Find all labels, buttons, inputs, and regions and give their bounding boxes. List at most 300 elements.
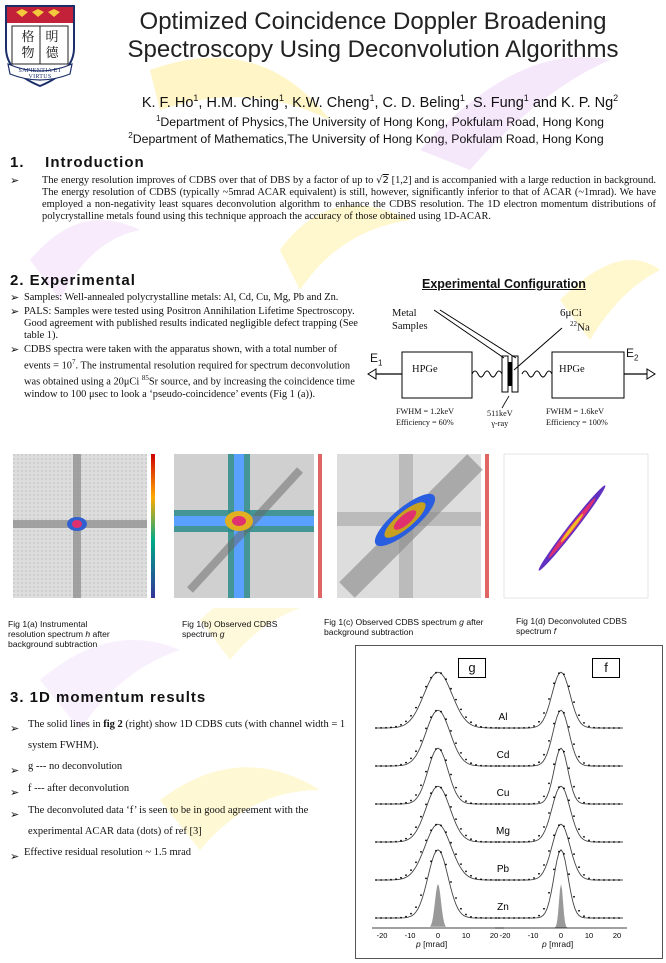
acar-data-point (593, 879, 595, 881)
acar-data-point (523, 803, 525, 805)
acar-data-point (528, 879, 530, 881)
author: K.W. Cheng$^1$ (292, 93, 375, 111)
acar-data-point (445, 794, 447, 796)
acar-data-point (460, 709, 462, 711)
acar-data-point (528, 803, 530, 805)
acar-data-point (613, 917, 615, 919)
acar-data-point (410, 869, 412, 871)
acar-data-point (470, 721, 472, 723)
results-bullets (10, 714, 346, 864)
acar-data-point (543, 864, 545, 866)
acar-data-point (498, 803, 500, 805)
metal-label: Zn (497, 902, 509, 913)
acar-data-point (618, 879, 620, 881)
acar-data-point (578, 714, 580, 716)
acar-data-point (548, 892, 550, 894)
acar-data-point (455, 699, 457, 701)
acar-data-point (503, 727, 505, 729)
acar-data-point (603, 841, 605, 843)
acar-data-point (450, 688, 452, 690)
gamma-ray-label: 511keV γ-ray (487, 409, 513, 428)
bullet-arrow-icon: ➢ (10, 786, 20, 799)
acar-data-point (470, 916, 472, 918)
metal-label: Cd (496, 750, 510, 761)
acar-data-point (400, 803, 402, 805)
acar-data-point (425, 686, 427, 688)
acar-data-point (460, 796, 462, 798)
acar-data-point (518, 803, 520, 805)
acar-data-point (460, 752, 462, 754)
fig1a-instrumental-spectrum (5, 450, 163, 608)
acar-data-point (480, 917, 482, 919)
acar-data-point (573, 853, 575, 855)
acar-data-point (465, 835, 467, 837)
acar-data-point (435, 786, 437, 788)
acar-data-point (593, 727, 595, 729)
experimental-configuration-diagram (362, 276, 662, 438)
acar-data-point (503, 765, 505, 767)
acar-data-point (588, 878, 590, 880)
acar-data-point (375, 917, 377, 919)
fig1b-observed-spectrum (170, 450, 328, 608)
bullet-arrow-icon: ➢ (10, 291, 20, 304)
e1-label: $E_1$ (370, 351, 383, 368)
sqrt-symbol: √2 (376, 175, 389, 186)
acar-data-point (375, 803, 377, 805)
config-title: Experimental Configuration (422, 277, 586, 291)
acar-data-point (538, 915, 540, 917)
acar-data-point (573, 815, 575, 817)
fig2-panel-g-label: g (458, 658, 486, 678)
acar-data-point (400, 840, 402, 842)
acar-data-point (390, 879, 392, 881)
acar-data-point (375, 879, 377, 881)
acar-data-point (553, 869, 555, 871)
acar-data-point (563, 826, 565, 828)
acar-data-point (420, 816, 422, 818)
acar-data-point (538, 835, 540, 837)
acar-data-point (603, 879, 605, 881)
acar-data-point (608, 917, 610, 919)
acar-data-point (583, 802, 585, 804)
fig2-momentum-profiles (355, 645, 663, 959)
acar-data-point (465, 914, 467, 916)
acar-data-point (598, 803, 600, 805)
author: K. P. Ng$^2$ (561, 93, 619, 111)
acar-data-point (470, 875, 472, 877)
author: C. D. Beling$^1$ (382, 93, 465, 111)
acar-data-point (455, 853, 457, 855)
acar-data-point (518, 727, 520, 729)
results-bullet-3: f --- after deconvolution (28, 783, 130, 794)
momentum-curve (496, 786, 623, 842)
acar-data-point (480, 803, 482, 805)
acar-data-point (415, 750, 417, 752)
acar-data-point (583, 915, 585, 917)
acar-data-point (618, 917, 620, 919)
acar-data-point (485, 803, 487, 805)
acar-data-point (495, 765, 497, 767)
acar-data-point (485, 841, 487, 843)
acar-data-point (410, 913, 412, 915)
acar-data-point (405, 802, 407, 804)
momentum-curve (376, 710, 500, 766)
acar-data-point (568, 799, 570, 801)
x-tick-label: -10 (527, 931, 539, 940)
acar-data-point (583, 874, 585, 876)
x-tick-label: 10 (584, 931, 594, 940)
author: H.M. Ching$^1$ (206, 93, 285, 111)
acar-data-point (598, 727, 600, 729)
acar-data-point (583, 836, 585, 838)
acar-data-point (563, 712, 565, 714)
x-tick-label: 0 (435, 931, 441, 940)
acar-data-point (405, 874, 407, 876)
acar-data-point (583, 722, 585, 724)
acar-data-point (593, 765, 595, 767)
acar-data-point (420, 740, 422, 742)
detector-2-label: HPGe (559, 364, 585, 375)
acar-data-point (475, 803, 477, 805)
acar-data-point (613, 841, 615, 843)
acar-data-point (528, 765, 530, 767)
acar-data-point (445, 759, 447, 761)
experimental-bullet-2: PALS: Samples were tested using Positron Annihilation Lifetime Spectroscopy. Good agreement with published results indicated negligible defect trapping (See table 1). (24, 306, 358, 341)
acar-data-point (598, 765, 600, 767)
acar-data-point (498, 917, 500, 919)
acar-data-point (598, 879, 600, 881)
acar-data-point (538, 801, 540, 803)
acar-data-point (425, 878, 427, 880)
acar-data-point (480, 878, 482, 880)
acar-data-point (390, 803, 392, 805)
acar-data-point (375, 765, 377, 767)
acar-data-point (415, 707, 417, 709)
fig2-panel-f-label: f (592, 658, 620, 678)
bullet-arrow-icon: ➢ (10, 808, 20, 821)
acar-data-point (618, 803, 620, 805)
crest-char: 物 (21, 46, 35, 61)
acar-data-point (553, 763, 555, 765)
acar-data-point (380, 879, 382, 881)
acar-data-point (608, 879, 610, 881)
acar-data-point (563, 788, 565, 790)
acar-data-point (415, 861, 417, 863)
acar-data-point (475, 724, 477, 726)
acar-data-point (385, 841, 387, 843)
acar-data-point (588, 803, 590, 805)
acar-data-point (375, 841, 377, 843)
acar-data-point (400, 764, 402, 766)
x-tick-label: 10 (461, 931, 471, 940)
crest-char: 格 (21, 30, 35, 45)
acar-data-point (538, 721, 540, 723)
crest-char: 明 (45, 30, 59, 45)
acar-data-point (380, 727, 382, 729)
acar-data-point (618, 765, 620, 767)
crest-motto: SAPIENTIA ET VIRTUS (18, 68, 62, 80)
author-list: K. F. Ho$^1$, H.M. Ching$^1$, K.W. Cheng$^1$, C. D. Beling$^1$, S. Fung$^1$ and K. P. Ng$^2$ (141, 93, 619, 111)
acar-data-point (543, 712, 545, 714)
x-tick-label: -20 (376, 931, 388, 940)
experimental-bullet-3: CDBS spectra were taken with the apparatus shown, with a total number of events = $10^7$. The instrumental resolution required for spectrum deconvolution was obtained using a 20μCi $^{85}$Sr source, and by increasing the coincidence time window to 100 μsec to look a ‘pseudo-coincidence’ events (Fig 1 (a)). (24, 344, 355, 400)
experimental-bullets (10, 292, 366, 401)
acar-data-point (553, 834, 555, 836)
acar-data-point (543, 908, 545, 910)
acar-data-point (603, 727, 605, 729)
acar-data-point (385, 917, 387, 919)
acar-data-point (440, 787, 442, 789)
acar-data-point (518, 765, 520, 767)
acar-data-point (608, 765, 610, 767)
acar-data-point (533, 917, 535, 919)
acar-data-point (435, 850, 437, 852)
acar-data-point (490, 727, 492, 729)
acar-data-point (548, 850, 550, 852)
acar-data-point (513, 917, 515, 919)
university-crest-logo (2, 2, 78, 90)
acar-data-point (508, 765, 510, 767)
acar-data-point (380, 803, 382, 805)
acar-data-point (598, 917, 600, 919)
acar-data-point (578, 910, 580, 912)
acar-data-point (430, 860, 432, 862)
acar-data-point (430, 757, 432, 759)
acar-data-point (405, 838, 407, 840)
acar-data-point (465, 759, 467, 761)
acar-data-point (475, 917, 477, 919)
bullet-arrow-icon: ➢ (10, 343, 20, 356)
acar-data-point (558, 786, 560, 788)
detector-1-specs: FWHM = 1.2keV Efficiency = 60% (396, 407, 455, 427)
acar-data-point (485, 879, 487, 881)
results-bullet-4: The deconvoluted data ‘f’ is seen to be in good agreement with the experimental ACAR data (dots) of ref [3] (28, 805, 309, 837)
acar-data-point (380, 917, 382, 919)
acar-data-point (548, 740, 550, 742)
acar-data-point (503, 917, 505, 919)
acar-data-point (385, 879, 387, 881)
results-bullet-1: The solid lines in fig 2 (right) show 1D CDBS cuts (with channel width = 1 system FWHM). (28, 719, 346, 751)
acar-data-point (405, 721, 407, 723)
x-tick-label: 20 (612, 931, 622, 940)
acar-data-point (503, 841, 505, 843)
acar-data-point (460, 828, 462, 830)
bullet-arrow-icon: ➢ (10, 174, 20, 187)
momentum-curve (496, 748, 623, 804)
acar-data-point (508, 727, 510, 729)
metal-label: Cu (496, 788, 510, 799)
results-bullet-5: Effective residual resolution ~ 1.5 mrad (24, 847, 192, 858)
acar-data-point (553, 682, 555, 684)
source-isotope-label: $^{22}$Na (570, 320, 590, 334)
acar-data-point (430, 792, 432, 794)
momentum-curve (376, 672, 500, 728)
acar-data-point (460, 863, 462, 865)
acar-data-point (475, 764, 477, 766)
metal-samples-label: Metal Samples (392, 308, 428, 332)
intro-heading: 1. Introduction (10, 154, 145, 171)
acar-data-point (445, 718, 447, 720)
acar-data-point (445, 678, 447, 680)
acar-data-point (485, 917, 487, 919)
acar-data-point (563, 853, 565, 855)
acar-data-point (480, 765, 482, 767)
acar-data-point (528, 841, 530, 843)
acar-data-point (573, 786, 575, 788)
acar-data-point (513, 765, 515, 767)
acar-data-point (485, 727, 487, 729)
acar-data-point (563, 751, 565, 753)
acar-data-point (513, 803, 515, 805)
acar-data-point (410, 800, 412, 802)
acar-data-point (385, 803, 387, 805)
acar-data-point (588, 726, 590, 728)
acar-data-point (603, 765, 605, 767)
fig1c-background-subtracted-spectrum (333, 450, 493, 608)
acar-data-point (608, 841, 610, 843)
acar-data-point (558, 824, 560, 826)
acar-data-point (385, 727, 387, 729)
acar-data-point (495, 841, 497, 843)
acar-data-point (548, 783, 550, 785)
acar-data-point (400, 917, 402, 919)
x-tick-label: -20 (499, 931, 511, 940)
acar-data-point (523, 765, 525, 767)
fig2-xlabel-f: p [mrad] (542, 939, 574, 949)
acar-data-point (613, 803, 615, 805)
acar-data-point (523, 727, 525, 729)
acar-data-point (435, 672, 437, 674)
source-activity-label: 6μCi (560, 307, 582, 319)
acar-data-point (480, 726, 482, 728)
acar-data-point (613, 879, 615, 881)
acar-data-point (608, 727, 610, 729)
title-line-2: Spectroscopy Using Deconvolution Algorithms (127, 36, 619, 63)
acar-data-point (390, 917, 392, 919)
acar-data-point (503, 803, 505, 805)
acar-data-point (430, 716, 432, 718)
acar-data-point (553, 723, 555, 725)
acar-data-point (523, 841, 525, 843)
momentum-curve (376, 824, 500, 880)
acar-data-point (498, 727, 500, 729)
acar-data-point (593, 917, 595, 919)
acar-data-point (578, 756, 580, 758)
acar-data-point (508, 879, 510, 881)
acar-data-point (450, 842, 452, 844)
momentum-curve (376, 748, 500, 804)
acar-data-point (558, 672, 560, 674)
acar-data-point (440, 851, 442, 853)
acar-data-point (618, 841, 620, 843)
acar-data-point (440, 711, 442, 713)
acar-data-point (420, 894, 422, 896)
acar-data-point (523, 879, 525, 881)
acar-data-point (425, 840, 427, 842)
acar-data-point (578, 828, 580, 830)
acar-data-point (395, 726, 397, 728)
momentum-curve (496, 824, 623, 880)
acar-data-point (613, 727, 615, 729)
acar-data-point (425, 804, 427, 806)
acar-data-point (495, 727, 497, 729)
acar-data-point (490, 879, 492, 881)
acar-data-point (440, 672, 442, 674)
acar-data-point (613, 765, 615, 767)
acar-data-point (470, 802, 472, 804)
fig1b-caption: Fig 1(b) Observed CDBS spectrum g (182, 619, 278, 639)
acar-data-point (390, 841, 392, 843)
acar-data-point (568, 837, 570, 839)
acar-data-point (528, 727, 530, 729)
acar-data-point (455, 818, 457, 820)
x-tick-label: -10 (404, 931, 416, 940)
acar-data-point (518, 879, 520, 881)
acar-data-point (380, 841, 382, 843)
fig1c-caption: Fig 1(c) Observed CDBS spectrum g after background subtraction (324, 617, 484, 637)
resolution-peak (553, 884, 569, 928)
acar-data-point (518, 917, 520, 919)
acar-data-point (543, 796, 545, 798)
acar-data-point (465, 716, 467, 718)
acar-data-point (455, 897, 457, 899)
acar-data-point (410, 834, 412, 836)
acar-data-point (563, 674, 565, 676)
acar-data-point (533, 725, 535, 727)
acar-data-point (548, 698, 550, 700)
detector-1-label: HPGe (412, 364, 438, 375)
acar-data-point (435, 748, 437, 750)
affiliation-2: $^2$Department of Mathematics,The University of Hong Kong, Pokfulam Road, Hong Kong (128, 131, 604, 147)
acar-data-point (420, 851, 422, 853)
acar-data-point (450, 774, 452, 776)
bullet-arrow-icon: ➢ (10, 850, 20, 863)
acar-data-point (400, 877, 402, 879)
affiliation-1: $^1$Department of Physics,The University of Hong Kong, Pokfulam Road, Hong Kong (155, 114, 605, 130)
title-line-1: Optimized Coincidence Doppler Broadening (139, 8, 607, 35)
acar-data-point (490, 917, 492, 919)
acar-data-point (508, 917, 510, 919)
acar-data-point (460, 908, 462, 910)
acar-data-point (400, 724, 402, 726)
acar-data-point (405, 762, 407, 764)
acar-data-point (568, 767, 570, 769)
acar-data-point (558, 749, 560, 751)
metal-label: Al (498, 712, 508, 723)
acar-data-point (430, 677, 432, 679)
acar-data-point (375, 727, 377, 729)
fig2-xlabel-g: p [mrad] (416, 939, 448, 949)
acar-data-point (425, 728, 427, 730)
acar-data-point (593, 803, 595, 805)
acar-data-point (495, 803, 497, 805)
bullet-arrow-icon: ➢ (10, 764, 20, 777)
acar-data-point (455, 742, 457, 744)
acar-data-point (445, 864, 447, 866)
acar-data-point (608, 803, 610, 805)
acar-data-point (425, 771, 427, 773)
author-and: and (532, 94, 558, 111)
acar-data-point (485, 765, 487, 767)
acar-data-point (450, 806, 452, 808)
experimental-bullet-1: Samples: Well-annealed polycrystalline metals: Al, Cd, Cu, Mg, Pb and Zn. (24, 292, 339, 303)
e2-label: $E_2$ (626, 346, 639, 363)
acar-data-point (543, 826, 545, 828)
metal-label: Mg (496, 826, 510, 837)
acar-data-point (618, 727, 620, 729)
acar-data-point (498, 765, 500, 767)
acar-data-point (395, 917, 397, 919)
